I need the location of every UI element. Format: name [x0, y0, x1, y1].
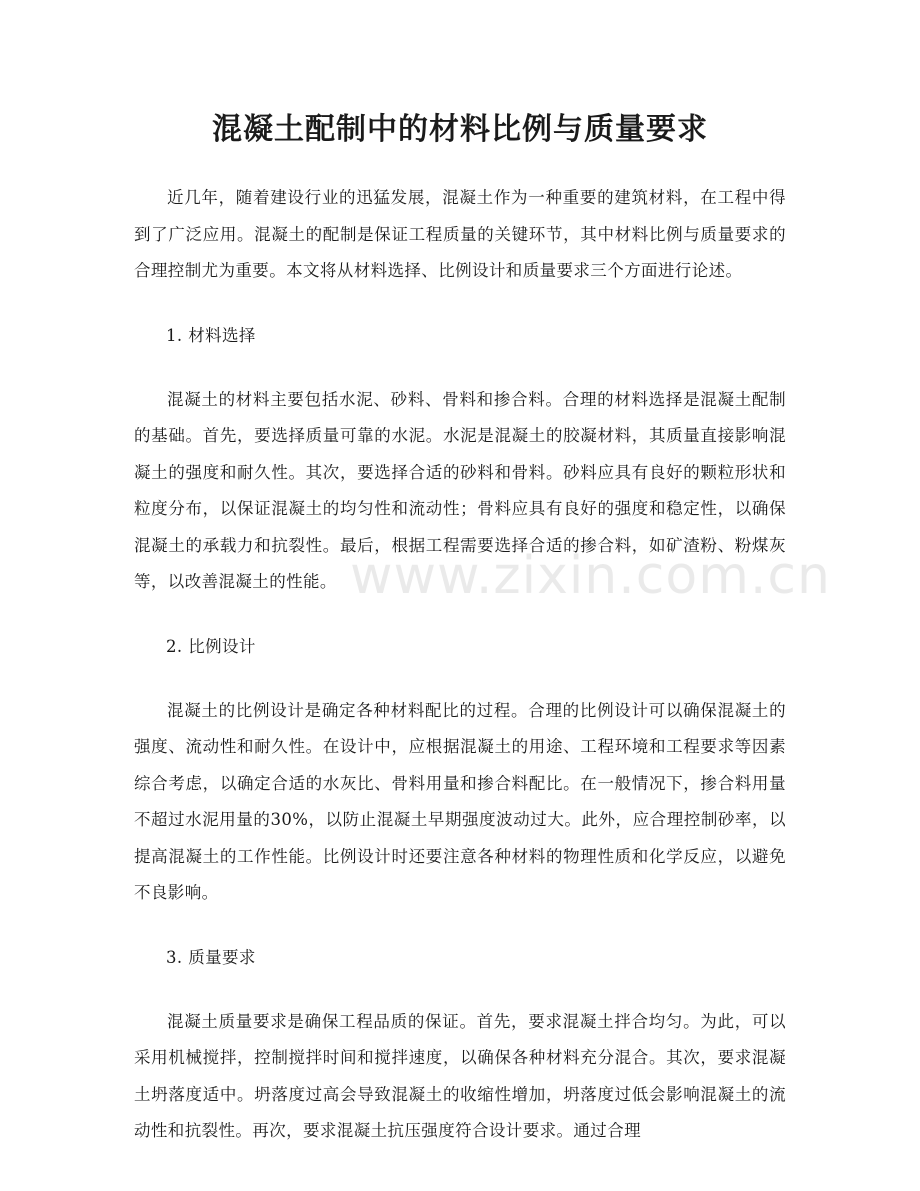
intro-paragraph: 近几年，随着建设行业的迅猛发展，混凝土作为一种重要的建筑材料，在工程中得到了广泛应用。混凝土的配制是保证工程质量的关键环节，其中材料比例与质量要求的合理控制尤为重要。本文将从材料选择、比例设计和质量要求三个方面进行论述。 [134, 188, 786, 280]
watermark: www.zixin.com.cn [350, 546, 831, 606]
document-body [134, 180, 786, 1178]
section-body-material-selection: 混凝土的材料主要包括水泥、砂料、骨料和掺合料。合理的材料选择是混凝土配制的基础。首先，要选择质量可靠的水泥。水泥是混凝土的胶凝材料，其质量直接影响混凝土的强度和耐久性。其次，要选择合适的砂料和骨料。砂料应具有良好的颗粒形状和粒度分布，以保证混凝土的均匀性和流动性；骨料应具有良好的强度和稳定性，以确保混凝土的承载力和抗裂性。最后，根据工程需要选择合适的掺合料，如矿渣粉、粉煤灰等，以改善混凝土的性能。 [134, 389, 786, 591]
section-heading-material-selection: 1. 材料选择 [166, 325, 256, 345]
section-heading-ratio-design: 2. 比例设计 [166, 636, 256, 656]
section-body-quality-requirements: 混凝土质量要求是确保工程品质的保证。首先，要求混凝土拌合均匀。为此，可以采用机械搅拌，控制搅拌时间和搅拌速度，以确保各种材料充分混合。其次，要求混凝土坍落度适中。坍落度过高会导致混凝土的收缩性增加，坍落度过低会影响混凝土的流动性和抗裂性。再次，要求混凝土抗压强度符合设计要求。通过合理 [134, 1011, 786, 1140]
document-title: 混凝土配制中的材料比例与质量要求 [212, 112, 708, 147]
section-body-ratio-design: 混凝土的比例设计是确定各种材料配比的过程。合理的比例设计可以确保混凝土的强度、流动性和耐久性。在设计中，应根据混凝土的用途、工程环境和工程要求等因素综合考虑，以确定合适的水灰比、骨料用量和掺合料配比。在一般情况下，掺合料用量不超过水泥用量的30%，以防止混凝土早期强度波动过大。此外，应合理控制砂率，以提高混凝土的工作性能。比例设计时还要注意各种材料的物理性质和化学反应，以避免不良影响。 [134, 700, 786, 902]
section-heading-quality-requirements: 3. 质量要求 [166, 947, 256, 967]
